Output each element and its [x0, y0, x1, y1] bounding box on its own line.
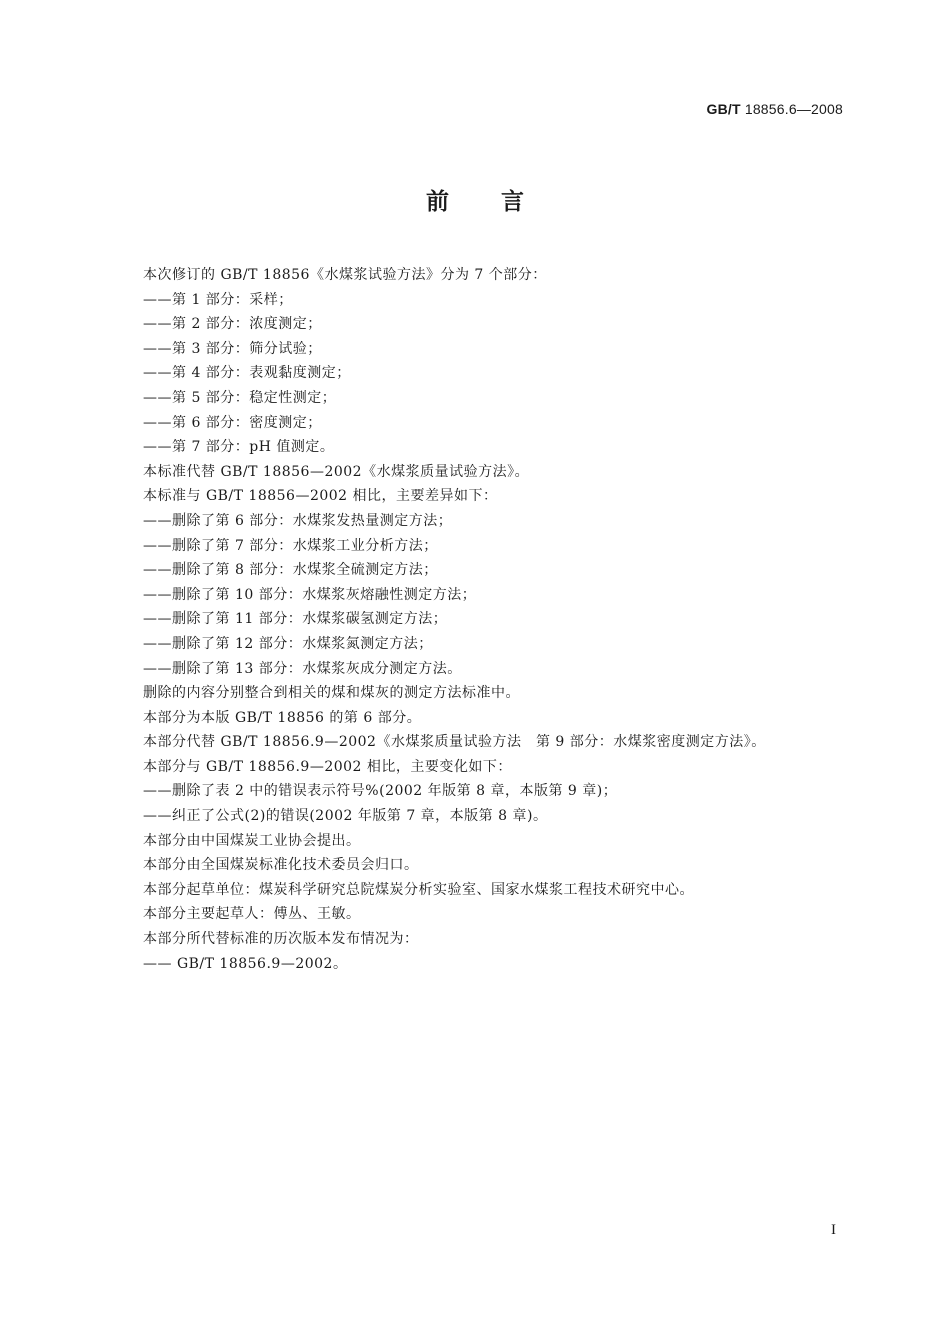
- paragraph-line: 本部分所代替标准的历次版本发布情况为：: [143, 931, 419, 948]
- paragraph-line: 本部分代替 GB/T 18856.9—2002《水煤浆质量试验方法 第 9 部分：水煤浆密度测定方法》。: [143, 734, 766, 751]
- foreword-body: [143, 263, 843, 976]
- paragraph-line: ——第 7 部分：pH 值测定。: [143, 439, 335, 456]
- page-number: I: [831, 1222, 836, 1238]
- paragraph-line: ——纠正了公式(2)的错误(2002 年版第 7 章，本版第 8 章)。: [143, 808, 548, 825]
- paragraph-line: ——第 3 部分：筛分试验；: [143, 340, 322, 357]
- paragraph-line: 本部分由全国煤炭标准化技术委员会归口。: [143, 857, 419, 874]
- paragraph-line: ——删除了第 12 部分：水煤浆氮测定方法；: [143, 635, 433, 652]
- paragraph-line: ——删除了表 2 中的错误表示符号%(2002 年版第 8 章，本版第 9 章)；: [143, 783, 618, 800]
- paragraph-line: ——删除了第 13 部分：水煤浆灰成分测定方法。: [143, 660, 462, 677]
- paragraph-line: ——删除了第 6 部分：水煤浆发热量测定方法；: [143, 512, 453, 529]
- paragraph-line: 本部分主要起草人：傅丛、王敏。: [143, 906, 361, 923]
- paragraph-line: ——第 2 部分：浓度测定；: [143, 316, 322, 333]
- paragraph-line: ——删除了第 10 部分：水煤浆灰熔融性测定方法；: [143, 586, 477, 603]
- paragraph-line: 本次修订的 GB/T 18856《水煤浆试验方法》分为 7 个部分：: [143, 267, 547, 283]
- page-title: 前言: [426, 189, 576, 215]
- paragraph-line: ——第 5 部分：稳定性测定；: [143, 389, 337, 406]
- paragraph-line: 本部分为本版 GB/T 18856 的第 6 部分。: [143, 709, 422, 726]
- paragraph-line: 本部分由中国煤炭工业协会提出。: [143, 832, 361, 849]
- paragraph-line: 删除的内容分别整合到相关的煤和煤灰的测定方法标准中。: [143, 685, 520, 702]
- paragraph-line: ——删除了第 7 部分：水煤浆工业分析方法；: [143, 537, 438, 554]
- paragraph-line: 本部分起草单位：煤炭科学研究总院煤炭分析实验室、国家水煤浆工程技术研究中心。: [143, 881, 694, 898]
- paragraph-line: ——第 4 部分：表观黏度测定；: [143, 365, 351, 382]
- paragraph-line: ——第 6 部分：密度测定；: [143, 414, 322, 431]
- paragraph-line: —— GB/T 18856.9—2002。: [143, 955, 348, 972]
- paragraph-line: 本标准与 GB/T 18856—2002 相比，主要差异如下：: [143, 488, 498, 505]
- paragraph-line: ——删除了第 8 部分：水煤浆全硫测定方法；: [143, 562, 438, 579]
- paragraph-line: 本部分与 GB/T 18856.9—2002 相比，主要变化如下：: [143, 758, 512, 775]
- paragraph-line: 本标准代替 GB/T 18856—2002《水煤浆质量试验方法》。: [143, 463, 530, 480]
- standard-code: [707, 101, 844, 117]
- standard-code-number: 18856.6—2008: [740, 101, 843, 117]
- paragraph-line: ——第 1 部分：采样；: [143, 291, 293, 308]
- paragraph-line: ——删除了第 11 部分：水煤浆碳氢测定方法；: [143, 611, 448, 628]
- standard-code-prefix: GB/T: [706, 101, 741, 117]
